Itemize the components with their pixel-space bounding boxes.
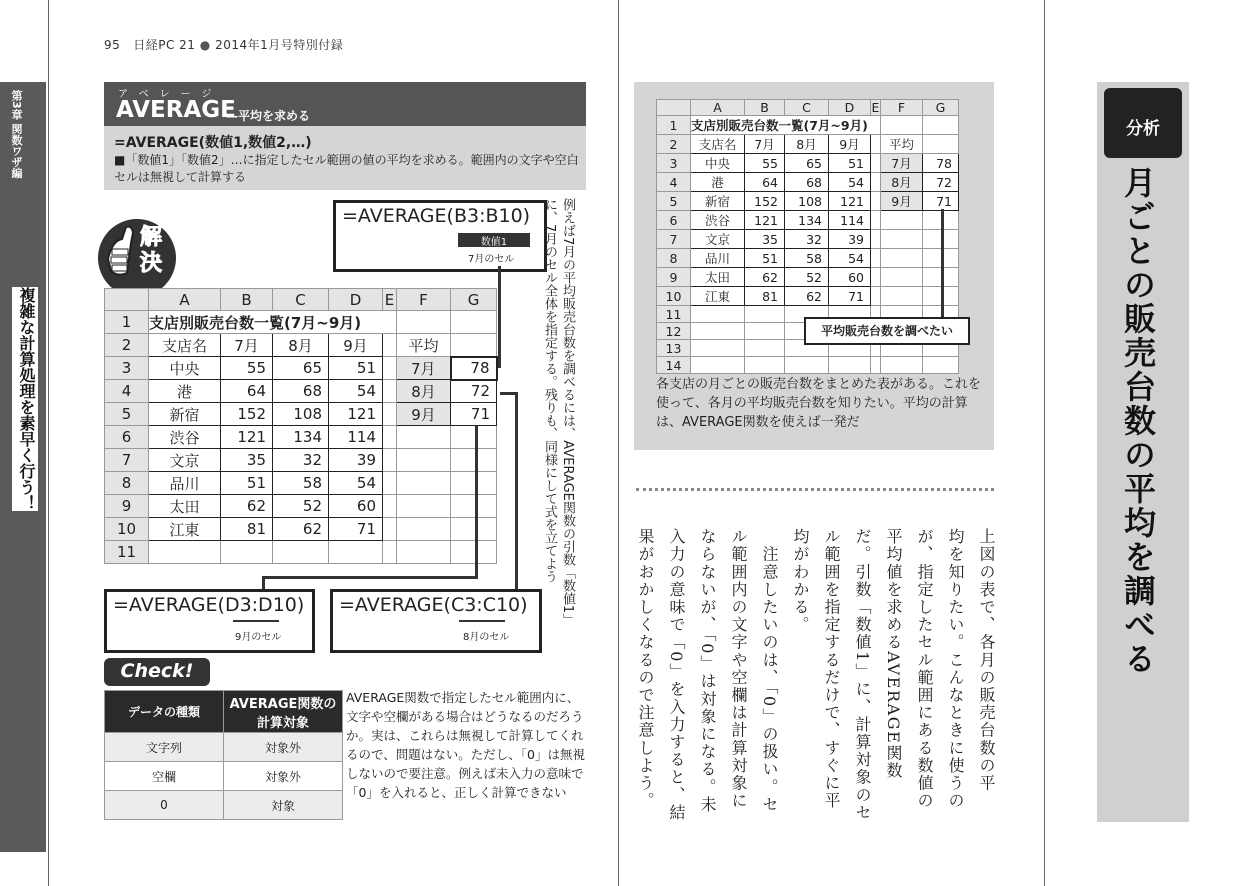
cell [383,380,397,403]
column-header: A [149,289,221,311]
column-header: G [451,289,497,311]
cell: 108 [273,403,329,426]
row-header: 11 [105,541,149,564]
cell [785,357,829,374]
table-row [105,380,497,403]
cell: 152 [221,403,273,426]
cell: 32 [785,230,829,249]
body-line: だ。引数「数値1」に、計算対象のセ [853,528,872,822]
function-syntax: =AVERAGE(数値1,数値2,…) [114,135,312,151]
column-header: B [221,289,273,311]
body-line: ル範囲を指定するだけで、すぐに平 [822,528,841,810]
cell [745,306,785,323]
column-header: F [881,100,923,116]
cell: 渋谷 [691,211,745,230]
cell [871,192,881,211]
cell: 51 [745,249,785,268]
cell: 35 [221,449,273,472]
cell: 54 [329,380,383,403]
row-header: 8 [657,249,691,268]
callout-bottom-right [330,589,542,653]
cell [881,249,923,268]
cell: 62 [785,287,829,306]
column-header: C [273,289,329,311]
function-note: ■「数値1」「数値2」…に指定したセル範囲の値の平均を求める。範囲内の文字や空白セルは無視して計算する [114,153,579,184]
figure-callout: 平均販売台数を調べたい [804,317,970,345]
table-row [657,192,959,211]
solution-label: 解決 [139,225,162,276]
cell [923,357,959,374]
magazine-name: 日経PC 21 [133,38,196,52]
cell: 中央 [691,154,745,173]
cell: 7月 [745,135,785,154]
cell: 55 [221,357,273,380]
column-header: G [923,100,959,116]
table-row [657,249,959,268]
body-line: が、指定したセル範囲にある数値の [915,528,934,810]
cell: 55 [745,154,785,173]
cell: 121 [329,403,383,426]
cell: 新宿 [149,403,221,426]
cell: 54 [329,472,383,495]
cell [923,116,959,135]
cell: 134 [273,426,329,449]
cell: 60 [329,495,383,518]
table-row [105,311,497,334]
cell: 64 [221,380,273,403]
body-paragraphs [630,528,1002,828]
cell: 51 [829,154,871,173]
cell: 文京 [691,230,745,249]
table-row [657,268,959,287]
body-line: 上図の表で、各月の販売台数の平 [977,528,996,792]
check-header: データの種類 [105,691,224,733]
cell: 71 [829,287,871,306]
cell: 62 [221,495,273,518]
running-header [104,36,343,53]
cell: 108 [785,192,829,211]
cell [383,357,397,380]
row-header: 10 [105,518,149,541]
cell: 32 [273,449,329,472]
cell [829,357,871,374]
row-header: 12 [657,323,691,340]
cell: 品川 [691,249,745,268]
cell: 中央 [149,357,221,380]
cell [871,249,881,268]
body-line: ル範囲内の文字や空欄は計算対象に [729,528,748,810]
callout-formula: =AVERAGE(C3:C10) [339,594,528,616]
figure-caption: 各支店の月ごとの販売台数をまとめた表がある。これを使って、各月の平均販売台数を知りたい。平均の計算は、AVERAGE関数を使えば一発だ [656,377,982,430]
table-row [105,518,497,541]
cell [329,541,383,564]
cell [383,472,397,495]
chapter-side-tab [0,82,46,852]
cell [871,357,881,374]
cell: 64 [745,173,785,192]
column-header: D [829,100,871,116]
table-row [105,357,497,380]
chapter-label: 第3章 関数ワザ編 [10,90,23,179]
sheet-title: 支店別販売台数一覧(7月~9月) [149,311,397,334]
cell [871,268,881,287]
category-label: 分析 [1126,119,1160,139]
cell [451,426,497,449]
cell: 58 [785,249,829,268]
cell [451,311,497,334]
cell [221,541,273,564]
cell [383,541,397,564]
cell: 71 [329,518,383,541]
cell [691,323,745,340]
column-header: C [785,100,829,116]
cell: 江東 [149,518,221,541]
cell: 8月 [881,173,923,192]
cell [149,541,221,564]
cell: 9月 [829,135,871,154]
cell: 港 [149,380,221,403]
cell: 7月 [881,154,923,173]
cell: 68 [273,380,329,403]
table-row [105,733,343,762]
row-header: 3 [657,154,691,173]
cell: 支店名 [149,334,221,357]
cell: 81 [221,518,273,541]
cell [273,541,329,564]
cell [397,426,451,449]
check-cell: 文字列 [105,733,224,762]
table-row [105,495,497,518]
cell [745,323,785,340]
cell [881,211,923,230]
cell [397,518,451,541]
cell [871,154,881,173]
cell: 51 [221,472,273,495]
row-header: 11 [657,306,691,323]
cell: 114 [329,426,383,449]
cell: 新宿 [691,192,745,211]
function-name: AVERAGE [116,97,236,123]
callout-formula: =AVERAGE(D3:D10) [113,594,305,616]
cell: 114 [829,211,871,230]
cell [383,403,397,426]
callout-formula: =AVERAGE(B3:B10) [342,205,531,227]
cell [881,268,923,287]
table-row [105,449,497,472]
function-ruby: アベレージ [118,89,223,100]
cell: 54 [829,249,871,268]
issue-label: 2014年1月号特別付録 [215,38,344,52]
category-badge [1104,88,1182,158]
column-header [105,289,149,311]
cell [691,306,745,323]
cell [745,357,785,374]
connector-line [941,209,944,319]
cell: 62 [273,518,329,541]
cell: 9月 [397,403,451,426]
cell [881,230,923,249]
connector-line [475,426,478,578]
row-header: 2 [105,334,149,357]
table-row [657,135,959,154]
cell: 134 [785,211,829,230]
page-spine-line [618,0,619,886]
average-label: 平均 [397,334,451,357]
cell: 7月 [397,357,451,380]
underline [233,620,279,622]
table-row [657,287,959,306]
page-margin-line [48,0,49,886]
row-header: 2 [657,135,691,154]
cell [451,334,497,357]
row-header: 6 [657,211,691,230]
cell: 8月 [785,135,829,154]
check-cell: 対象外 [224,733,343,762]
body-line: 注意したいのは、「0」の扱い。セ [760,528,779,814]
table-row [657,154,959,173]
table-row [657,357,959,374]
body-line: 果がおかしくなるので注意しよう。 [636,528,655,810]
row-header: 13 [657,340,691,357]
table-row [105,472,497,495]
cell: 152 [745,192,785,211]
left-spreadsheet [104,288,498,564]
callout-top [333,200,547,272]
cell: 渋谷 [149,426,221,449]
cell [397,541,451,564]
callout-tag: 数値1 [458,233,530,247]
cell: 78 [451,357,497,380]
cell [871,173,881,192]
row-header: 4 [657,173,691,192]
cell: 62 [745,268,785,287]
table-row [105,791,343,820]
cell: 39 [829,230,871,249]
check-cell: 0 [105,791,224,820]
cell [881,357,923,374]
cell: 65 [273,357,329,380]
cell: 78 [923,154,959,173]
cell [745,340,785,357]
cell: 品川 [149,472,221,495]
table-row [657,173,959,192]
body-text [630,528,1002,828]
check-cell: 対象 [224,791,343,820]
cell: 58 [273,472,329,495]
dotted-divider [636,488,994,491]
row-header: 7 [657,230,691,249]
cell: 68 [785,173,829,192]
cell: 江東 [691,287,745,306]
connector-line [262,576,478,579]
function-body [104,126,586,190]
function-description: —平均を求める [226,109,311,123]
column-header-row [105,289,497,311]
row-header: 9 [657,268,691,287]
figure-panel [634,82,994,450]
cell: 文京 [149,449,221,472]
cell [383,426,397,449]
cell [871,287,881,306]
cell: 太田 [149,495,221,518]
check-table [104,690,343,820]
check-header: AVERAGE関数の計算対象 [224,691,343,733]
cell [923,135,959,154]
cell: 52 [785,268,829,287]
cell: 72 [451,380,497,403]
cell: 39 [329,449,383,472]
cell: 71 [451,403,497,426]
column-header: E [383,289,397,311]
cell: 121 [829,192,871,211]
row-header: 4 [105,380,149,403]
sheet-title: 支店別販売台数一覧(7月~9月) [691,116,881,135]
cell [451,449,497,472]
cell [871,135,881,154]
cell: 71 [923,192,959,211]
cell: 54 [829,173,871,192]
cell [383,449,397,472]
cell: 9月 [881,192,923,211]
cell: 52 [273,495,329,518]
table-row [105,334,497,357]
cell [691,357,745,374]
connector-line [515,392,518,592]
column-header: A [691,100,745,116]
cell: 51 [329,357,383,380]
row-header: 8 [105,472,149,495]
cell [383,518,397,541]
cell: 8月 [397,380,451,403]
cell [871,230,881,249]
cell [691,340,745,357]
row-header: 6 [105,426,149,449]
cell [397,449,451,472]
page-number: 95 [104,38,121,52]
column-header: E [871,100,880,115]
callout-bottom-left [104,589,315,653]
cell [397,495,451,518]
page-title: 月ごとの販売台数の平均を調べる [1119,166,1157,676]
body-line: 均を知りたい。こんなときに使うの [946,528,965,810]
table-row [105,541,497,564]
cell [881,116,923,135]
cell [383,334,397,357]
row-header: 5 [657,192,691,211]
table-row [105,403,497,426]
row-header: 1 [657,116,691,135]
column-header: B [745,100,785,116]
column-header [657,100,691,116]
body-line: 均がわかる。 [791,528,810,634]
row-header: 1 [105,311,149,334]
column-header: D [329,289,383,311]
cell: 65 [785,154,829,173]
row-header: 7 [105,449,149,472]
spreadsheet-grid [104,288,498,564]
cell: 9月 [329,334,383,357]
cell [451,495,497,518]
cell [881,287,923,306]
connector-line [498,266,501,368]
cell: 35 [745,230,785,249]
cell: 72 [923,173,959,192]
table-row [105,762,343,791]
table-row [657,116,959,135]
callout-caption: 7月のセル [468,254,515,265]
average-label: 平均 [881,135,923,154]
bullet-icon: ● [199,38,211,52]
check-badge [104,658,210,686]
row-header: 3 [105,357,149,380]
cell [397,472,451,495]
callout-caption: 8月のセル [463,632,510,643]
cell: 81 [745,287,785,306]
check-text: AVERAGE関数で指定したセル範囲内に、文字や空欄がある場合はどうなるのだろうか。実は、これらは無視して計算してくれるので、問題はない。ただし、「0」は無視しないので要注意。例えば未入力の意味で「0」を入れると、正しく計算できない [346,690,585,800]
cell [871,211,881,230]
check-badge-label: Check! [120,660,194,682]
page-margin-line [1044,0,1045,886]
body-line: 入力の意味で「0」を入力すると、結 [667,528,686,822]
body-line: ならないが、「0」は対象になる。未 [698,528,717,814]
cell: 支店名 [691,135,745,154]
check-cell: 空欄 [105,762,224,791]
cell [451,518,497,541]
cell [451,472,497,495]
chapter-subtitle: 複雑な計算処理を素早く行う！ [12,287,38,511]
cell: 太田 [691,268,745,287]
left-vertical-text: 例えば7月の平均販売台数を調べるには、AVERAGE関数の引数「数値1」に、7月のセル全体を指定する。残りも、同様にして式を立てよう [542,198,575,627]
cell [451,541,497,564]
cell [383,495,397,518]
check-cell: 対象外 [224,762,343,791]
row-header: 5 [105,403,149,426]
column-header: F [397,289,451,311]
cell: 121 [745,211,785,230]
column-header-row [657,100,959,116]
row-header: 14 [657,357,691,374]
cell: 7月 [221,334,273,357]
cell: 港 [691,173,745,192]
function-header [104,82,586,126]
table-row [105,426,497,449]
cell [397,311,451,334]
callout-caption: 9月のセル [235,632,282,643]
cell: 121 [221,426,273,449]
row-header: 9 [105,495,149,518]
cell: 60 [829,268,871,287]
cell: 8月 [273,334,329,357]
body-line: 平均値を求めるAVERAGE関数 [884,528,903,780]
underline [459,620,505,622]
table-row [657,211,959,230]
row-header: 10 [657,287,691,306]
table-row [657,230,959,249]
